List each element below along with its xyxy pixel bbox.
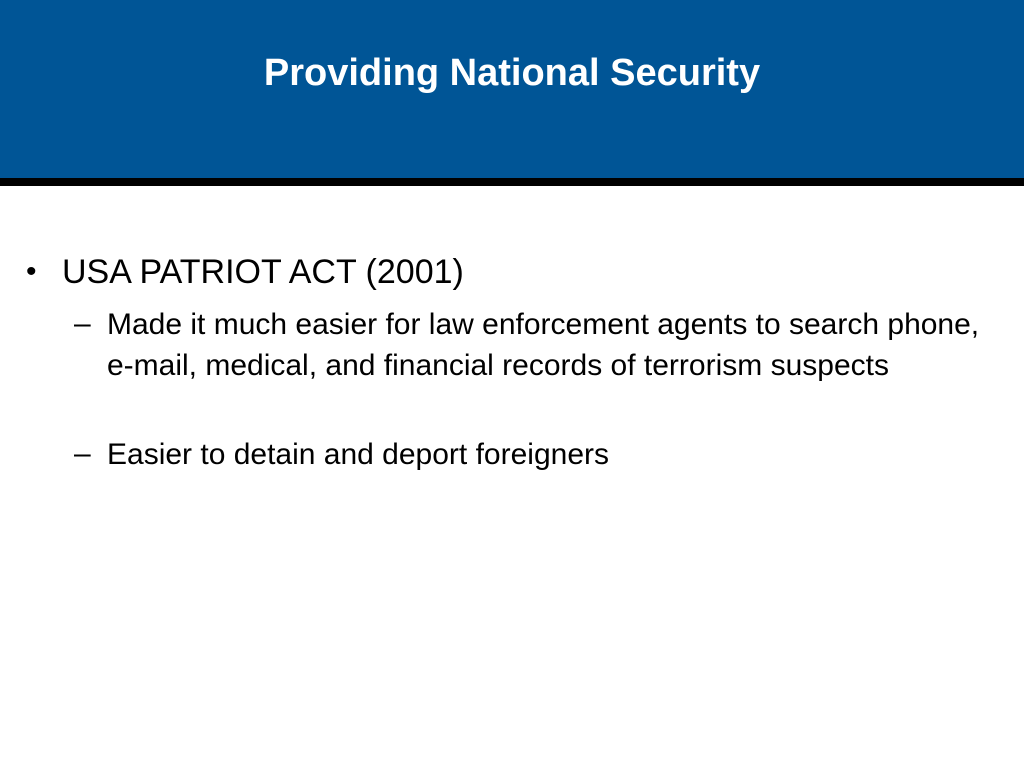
sub-bullet-text: Easier to detain and deport foreigners <box>107 438 609 471</box>
slide-title: Providing National Security <box>263 52 761 94</box>
sub-bullet-text: Made it much easier for law enforcement agents to search phone, e-mail, medical, and financial records of terrorism suspects <box>107 308 980 382</box>
sub-bullet-marker: – <box>74 307 91 340</box>
sub-bullet-marker: – <box>74 437 91 470</box>
bullet-item <box>26 250 986 294</box>
title-divider <box>0 178 1024 186</box>
bullet-marker: • <box>26 255 37 288</box>
title-banner <box>0 0 1024 178</box>
bullet-text: USA PATRIOT ACT (2001) <box>62 253 464 291</box>
